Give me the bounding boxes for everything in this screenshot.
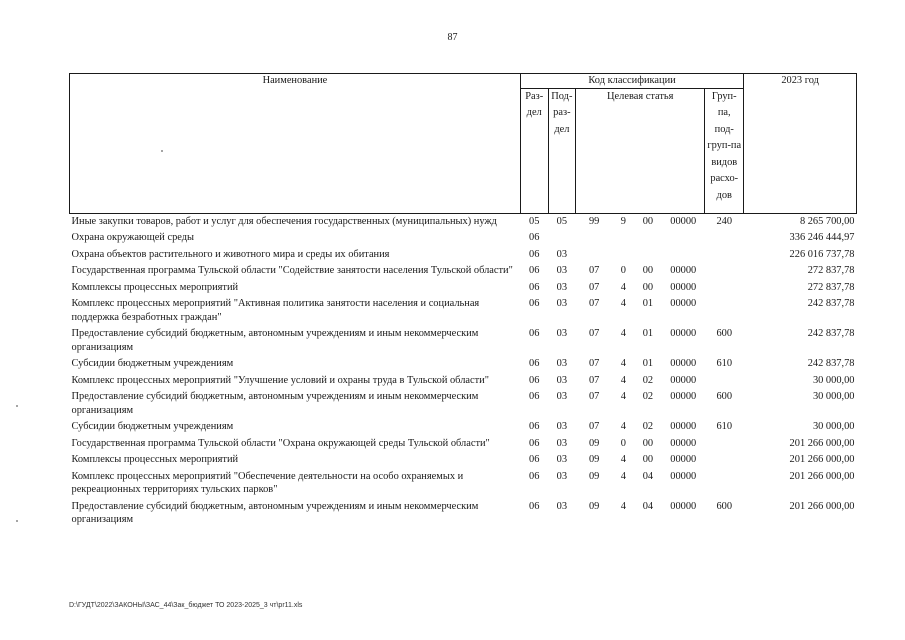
row-subsection: 03 [556,358,568,370]
row-subsection: 03 [556,265,568,277]
row-target-direction: 00000 [670,358,697,370]
row-target-type: 4 [620,328,626,340]
row-subsection: 03 [556,470,568,482]
row-section: 06 [529,500,540,512]
row-target-element: 00 [642,265,654,277]
row-target-type: 0 [620,265,626,277]
row-target-type: 4 [620,358,626,370]
row-section: 06 [529,454,540,466]
row-expense-type: 610 [716,421,733,433]
row-expense-type [705,452,744,469]
row-subsection: 03 [556,500,568,512]
row-section: 06 [529,232,540,244]
row-target-program: 07 [588,265,600,277]
header-year: 2023 год [744,74,857,214]
row-target-type: 9 [620,215,626,227]
table-row [70,247,857,264]
row-section: 06 [529,265,540,277]
row-subsection: 03 [556,281,568,293]
table-row [70,389,857,419]
row-subsection: 03 [556,298,568,310]
row-amount: 201 266 000,00 [789,437,855,449]
row-target-type: 4 [620,421,626,433]
row-target-element [634,247,662,264]
row-subsection: 03 [556,374,568,386]
page-number: 87 [447,32,458,43]
row-target-type: 0 [620,437,626,449]
row-target-program: 07 [588,281,600,293]
row-target-direction: 00000 [670,374,697,386]
row-target-element: 00 [642,454,654,466]
row-expense-type [705,296,744,326]
table-row [70,263,857,280]
row-target-type [613,230,635,247]
row-target-type: 4 [620,391,626,403]
row-target-type: 4 [620,281,626,293]
row-expense-type: 600 [716,391,733,403]
row-expense-type [705,469,744,499]
header-section: Раз-дел [520,88,548,213]
row-name: Комплексы процессных мероприятий [71,454,239,466]
row-amount: 201 266 000,00 [789,454,855,466]
row-section: 06 [529,391,540,403]
row-target-element: 02 [642,374,654,386]
row-subsection [548,230,576,247]
row-expense-type: 600 [716,500,733,512]
row-amount: 30 000,00 [812,374,855,386]
row-target-element: 00 [642,281,654,293]
header-subsection: Под-раз-дел [548,88,576,213]
header-code-group: Код классификации [520,74,743,89]
row-amount: 272 837,78 [807,281,855,293]
row-subsection: 03 [556,454,568,466]
row-name: Охрана окружающей среды [71,232,195,244]
row-amount: 30 000,00 [812,391,855,403]
row-section: 06 [529,437,540,449]
row-target-type: 4 [620,298,626,310]
row-name: Субсидии бюджетным учреждениям [71,358,234,370]
row-amount: 242 837,78 [807,328,855,340]
row-section: 06 [529,328,540,340]
scan-speck [16,520,18,522]
row-target-direction: 00000 [670,215,697,227]
row-target-type: 4 [620,470,626,482]
row-target-direction: 00000 [670,265,697,277]
row-target-program: 07 [588,421,600,433]
row-target-direction: 00000 [670,500,697,512]
row-section: 06 [529,374,540,386]
row-name: Охрана объектов растительного и животного мира и среды их обитания [71,248,390,260]
row-name: Иные закупки товаров, работ и услуг для обеспечения государственных (муниципальных) нужд [71,215,497,227]
row-target-program: 07 [588,358,600,370]
row-expense-type [705,247,744,264]
row-target-direction: 00000 [670,470,697,482]
row-section: 05 [529,215,540,227]
row-target-program: 09 [588,437,600,449]
row-subsection: 03 [556,328,568,340]
row-subsection: 03 [556,421,568,433]
table-row [70,452,857,469]
header-name: Наименование [70,74,521,214]
row-target-program: 09 [588,454,600,466]
row-target-program: 07 [588,328,600,340]
table-row [70,326,857,356]
row-target-direction: 00000 [670,328,697,340]
row-amount: 336 246 444,97 [789,232,855,244]
row-target-element: 01 [642,298,654,310]
row-target-element: 01 [642,358,654,370]
header-target: Целевая статья [576,88,705,213]
row-expense-type [705,280,744,297]
row-section: 06 [529,358,540,370]
row-target-direction: 00000 [670,391,697,403]
row-target-element: 00 [642,215,654,227]
row-amount: 242 837,78 [807,358,855,370]
row-name: Предоставление субсидий бюджетным, автономным учреждениям и иным некоммерческим организациям [71,328,479,353]
row-section: 06 [529,298,540,310]
table-row [70,230,857,247]
row-subsection: 03 [556,391,568,403]
row-target-direction: 00000 [670,421,697,433]
table-row [70,373,857,390]
row-subsection: 03 [556,248,568,260]
row-expense-type: 240 [716,215,733,227]
row-target-direction: 00000 [670,281,697,293]
row-target-element: 01 [642,328,654,340]
row-expense-type [705,436,744,453]
row-expense-type [705,373,744,390]
row-name: Комплекс процессных мероприятий "Активная политика занятости населения и социальная поддержка безработных граждан" [71,298,480,323]
row-expense-type: 600 [716,328,733,340]
row-target-element: 02 [642,421,654,433]
row-amount: 226 016 737,78 [789,248,855,260]
table-body [70,213,857,529]
table-row [70,499,857,529]
row-amount: 30 000,00 [812,421,855,433]
row-target-program: 99 [588,215,600,227]
row-name: Комплекс процессных мероприятий "Улучшение условий и охраны труда в Тульской области" [71,374,489,386]
row-target-direction [662,230,705,247]
row-name: Субсидии бюджетным учреждениям [71,421,234,433]
table-row [70,419,857,436]
row-target-program [576,230,613,247]
row-name: Государственная программа Тульской области "Охрана окружающей среды Тульской области" [71,437,490,449]
row-name: Предоставление субсидий бюджетным, автономным учреждениям и иным некоммерческим организациям [71,391,479,416]
row-target-direction: 00000 [670,437,697,449]
row-target-type: 4 [620,500,626,512]
row-expense-type [705,230,744,247]
row-amount: 272 837,78 [807,265,855,277]
row-amount: 201 266 000,00 [789,470,855,482]
header-expense-type: Груп-па, под-груп-па видов расхо-дов [705,88,744,213]
file-path-footer: D:\ГУДТ\2022\ЗАКОНЫ\ЗАС_44\Зак_бюджет ТО 2023-2025_3 чт\pr11.xls [69,602,303,609]
row-target-element: 04 [642,470,654,482]
row-expense-type [705,263,744,280]
row-target-program: 07 [588,391,600,403]
row-section: 06 [529,248,540,260]
row-name: Комплексы процессных мероприятий [71,281,239,293]
row-target-type: 4 [620,454,626,466]
row-target-program: 09 [588,500,600,512]
row-target-type: 4 [620,374,626,386]
table-row [70,436,857,453]
row-target-direction: 00000 [670,454,697,466]
row-section: 06 [529,470,540,482]
row-amount: 201 266 000,00 [789,500,855,512]
row-name: Комплекс процессных мероприятий "Обеспечение деятельности на особо охраняемых и рекреационных территориях тульских парков" [71,470,464,496]
row-target-element: 04 [642,500,654,512]
table-row [70,356,857,373]
row-target-program: 07 [588,298,600,310]
row-section: 06 [529,281,540,293]
row-target-element [634,230,662,247]
row-subsection: 05 [556,215,568,227]
table-row [70,296,857,326]
table-row [70,213,857,230]
row-target-program [576,247,613,264]
scan-speck [161,150,163,152]
budget-table [69,73,857,529]
table-row [70,469,857,499]
row-amount: 8 265 700,00 [799,215,855,227]
row-target-program: 09 [588,470,600,482]
row-name: Государственная программа Тульской области "Содействие занятости населения Тульской области" [71,265,513,277]
table-header [70,74,857,214]
scan-speck [16,405,18,407]
row-target-direction: 00000 [670,298,697,310]
row-expense-type: 610 [716,358,733,370]
row-target-element: 02 [642,391,654,403]
row-name: Предоставление субсидий бюджетным, автономным учреждениям и иным некоммерческим организациям [71,500,479,526]
row-target-direction [662,247,705,264]
row-target-type [613,247,635,264]
row-amount: 242 837,78 [807,298,855,310]
row-section: 06 [529,421,540,433]
row-target-program: 07 [588,374,600,386]
table-row [70,280,857,297]
row-target-element: 00 [642,437,654,449]
row-subsection: 03 [556,437,568,449]
